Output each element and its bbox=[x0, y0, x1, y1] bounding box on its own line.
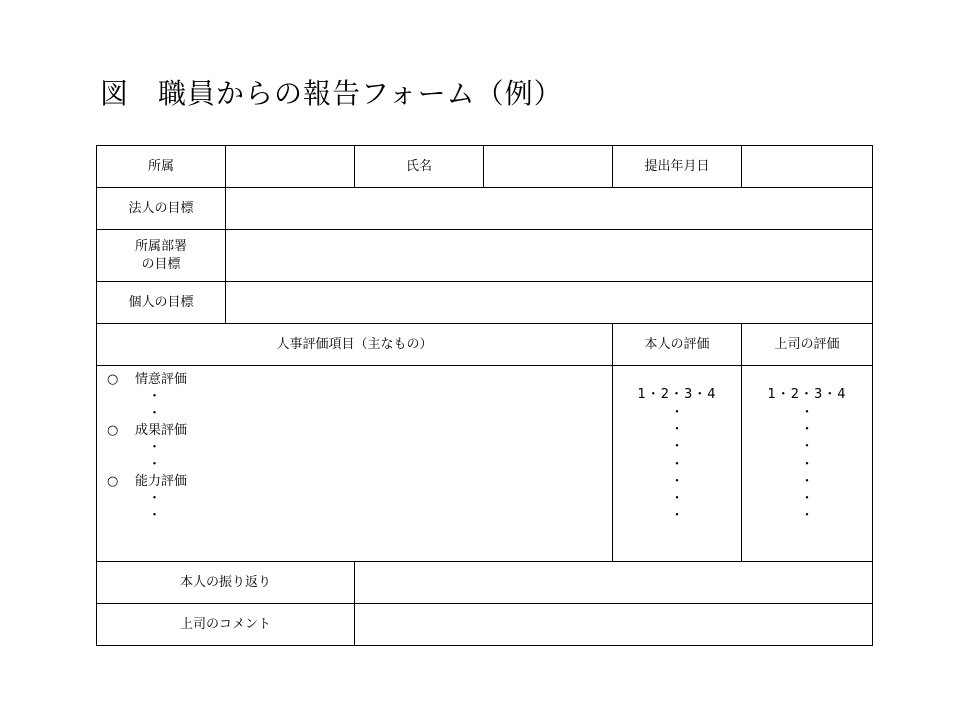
self-eval-scale[interactable] bbox=[613, 366, 742, 562]
scale-dot: ・ bbox=[670, 456, 684, 472]
bullet-dot: ・ bbox=[148, 389, 162, 404]
scale-dot: ・ bbox=[800, 491, 814, 507]
page-title: 図 職員からの報告フォーム（例） bbox=[100, 77, 563, 110]
scale-dot: ・ bbox=[800, 508, 814, 524]
bullet-dot: ・ bbox=[148, 457, 162, 472]
dept-goal-field[interactable] bbox=[226, 230, 873, 282]
bullet-dot: ・ bbox=[148, 406, 162, 421]
personal-goal-row bbox=[97, 282, 873, 324]
bullet-dot: ・ bbox=[148, 508, 162, 523]
corp-goal-field[interactable] bbox=[226, 188, 873, 230]
boss-eval-header: 上司の評価 bbox=[742, 324, 873, 366]
self-reflection-row bbox=[97, 562, 873, 604]
category-item bbox=[107, 473, 612, 490]
scale-dot: ・ bbox=[800, 405, 814, 420]
scale-dot: ・ bbox=[670, 473, 684, 489]
dept-goal-label bbox=[97, 230, 226, 282]
submit-date-field[interactable] bbox=[742, 146, 873, 188]
category-item bbox=[107, 371, 612, 388]
name-label: 氏名 bbox=[355, 146, 484, 188]
scale-dot: ・ bbox=[670, 405, 684, 420]
rating-scale: 1・2・3・4 bbox=[637, 387, 717, 402]
corp-goal-row bbox=[97, 188, 873, 230]
self-reflection-label: 本人の振り返り bbox=[97, 562, 355, 604]
self-eval-header: 本人の評価 bbox=[613, 324, 742, 366]
self-reflection-field[interactable] bbox=[355, 562, 873, 604]
boss-comment-label: 上司のコメント bbox=[97, 604, 355, 646]
circle-marker: ○ bbox=[107, 423, 119, 438]
scale-dot: ・ bbox=[670, 491, 684, 507]
scale-dot: ・ bbox=[800, 456, 814, 472]
boss-comment-row bbox=[97, 604, 873, 646]
bullet-dot: ・ bbox=[148, 440, 162, 455]
scale-dot: ・ bbox=[670, 508, 684, 524]
eval-items-header: 人事評価項目（主なもの） bbox=[97, 324, 613, 366]
dept-goal-label-line2: の目標 bbox=[141, 256, 181, 272]
scale-dot: ・ bbox=[670, 439, 684, 455]
category-label: 情意評価 bbox=[135, 372, 188, 387]
eval-items-list bbox=[97, 366, 613, 562]
category-item bbox=[107, 422, 612, 439]
affiliation-label: 所属 bbox=[97, 146, 226, 188]
evaluation-header-row bbox=[97, 324, 873, 366]
category-label: 成果評価 bbox=[135, 423, 188, 438]
scale-dot: ・ bbox=[800, 473, 814, 489]
personal-goal-field[interactable] bbox=[226, 282, 873, 324]
boss-eval-scale[interactable] bbox=[742, 366, 873, 562]
affiliation-field[interactable] bbox=[226, 146, 355, 188]
circle-marker: ○ bbox=[107, 474, 119, 489]
scale-dot: ・ bbox=[800, 422, 814, 438]
header-info-row bbox=[97, 146, 873, 188]
dept-goal-row bbox=[97, 230, 873, 282]
boss-comment-field[interactable] bbox=[355, 604, 873, 646]
corp-goal-label: 法人の目標 bbox=[97, 188, 226, 230]
submit-date-label: 提出年月日 bbox=[613, 146, 742, 188]
category-label: 能力評価 bbox=[135, 474, 188, 489]
dept-goal-label-line1: 所属部署 bbox=[134, 238, 187, 254]
bullet-dot: ・ bbox=[148, 491, 162, 506]
scale-dot: ・ bbox=[670, 422, 684, 438]
rating-scale: 1・2・3・4 bbox=[767, 387, 847, 402]
report-form bbox=[96, 145, 873, 646]
name-field[interactable] bbox=[484, 146, 613, 188]
personal-goal-label: 個人の目標 bbox=[97, 282, 226, 324]
circle-marker: ○ bbox=[107, 372, 119, 387]
scale-dot: ・ bbox=[800, 439, 814, 455]
evaluation-body-row bbox=[97, 366, 873, 562]
